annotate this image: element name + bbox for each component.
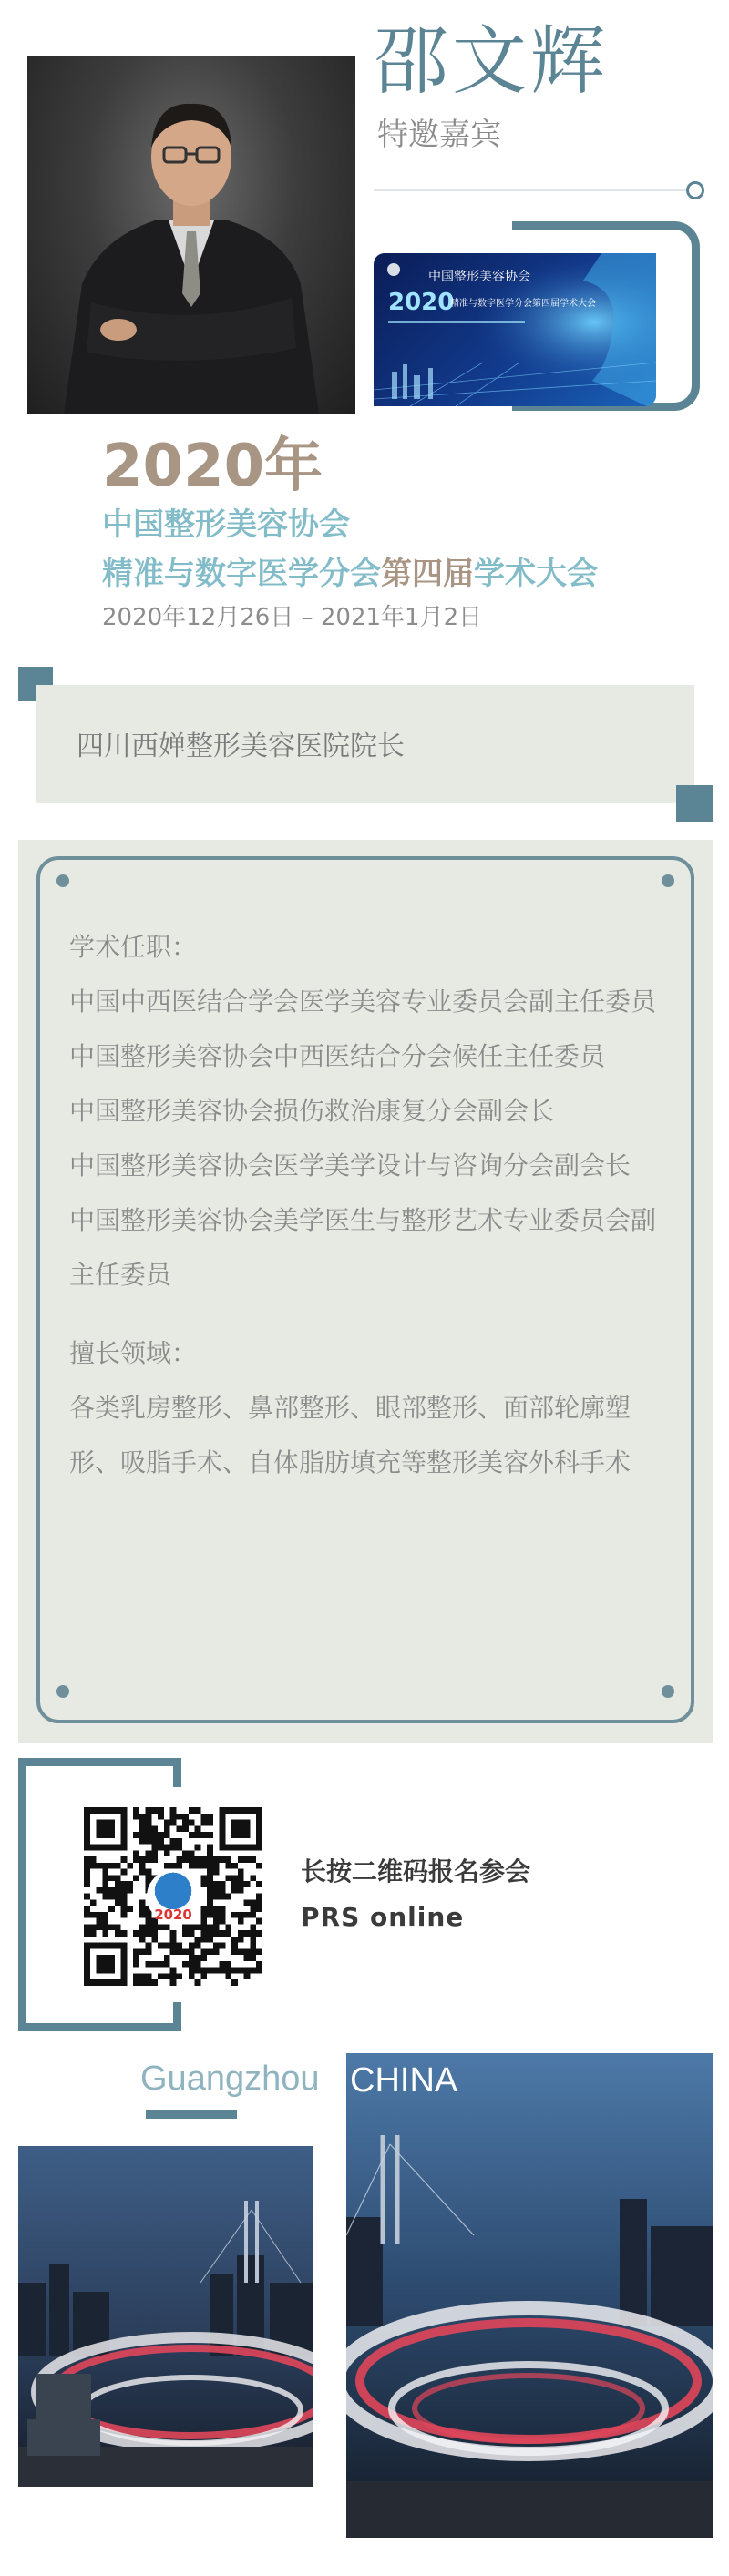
corner-dot-icon (56, 874, 69, 887)
poster-line2: 精准与数字医学分会第四届学术大会 (450, 299, 596, 309)
expertise-heading: 擅长领域： (69, 1338, 198, 1368)
event-name (102, 554, 598, 594)
event-name-part2: 第四届 (381, 556, 474, 592)
bio-content (69, 920, 667, 1490)
corner-dot-icon (56, 1685, 69, 1698)
event-dates: 2020年12月26日 – 2021年1月2日 (102, 604, 483, 631)
corner-dot-icon (662, 1685, 674, 1698)
decor-square (676, 785, 713, 822)
expertise-text: 各类乳房整形、鼻部整形、眼部整形、面部轮廓塑形、吸脂手术、自体脂肪填充等整形美容外科手术 (69, 1393, 631, 1477)
position-item: 中国整形美容协会损伤救治康复分会副会长 (69, 1096, 555, 1126)
qr-badge-text: 2020 (154, 1906, 192, 1924)
qr-instruction: 长按二维码报名参会 (301, 1856, 531, 1886)
country-name: CHINA (350, 2061, 458, 2100)
event-organizer: 中国整形美容协会 (102, 506, 350, 543)
event-year: 2020年 (102, 433, 323, 500)
event-name-part1: 精准与数字医学分会 (102, 556, 381, 592)
position-item: 中国整形美容协会医学美学设计与咨询分会副会长 (69, 1150, 631, 1181)
divider-dot-icon (686, 181, 704, 199)
corner-dot-icon (662, 874, 674, 887)
event-name-part3: 学术大会 (474, 556, 598, 592)
speaker-title: 四川西婵整形美容医院院长 (77, 731, 405, 762)
speaker-role: 特邀嘉宾 (377, 117, 501, 153)
position-item: 中国整形美容协会中西医结合分会候任主任委员 (69, 1041, 606, 1071)
qr-frame (173, 2002, 181, 2031)
qr-brand: PRS online (301, 1902, 465, 1932)
divider-line (374, 189, 693, 191)
poster-line1: 中国整形美容协会 (428, 270, 530, 284)
qr-frame (173, 1758, 181, 1787)
city-name: Guangzhou (140, 2060, 320, 2098)
poster-year: 2020 (388, 289, 455, 316)
city-photo-right (346, 2053, 713, 2538)
city-photo-left (18, 2146, 313, 2487)
registration-qr-code[interactable] (84, 1807, 262, 1986)
position-item: 中国整形美容协会美学医生与整形艺术专业委员会副主任委员 (69, 1205, 657, 1290)
speaker-name: 邵文辉 (374, 18, 610, 105)
city-underline (146, 2110, 237, 2119)
position-item: 中国中西医结合学会医学美容专业委员会副主任委员 (69, 986, 657, 1017)
conference-poster (374, 253, 656, 406)
speaker-photo (27, 56, 355, 414)
positions-heading: 学术任职： (69, 932, 198, 962)
